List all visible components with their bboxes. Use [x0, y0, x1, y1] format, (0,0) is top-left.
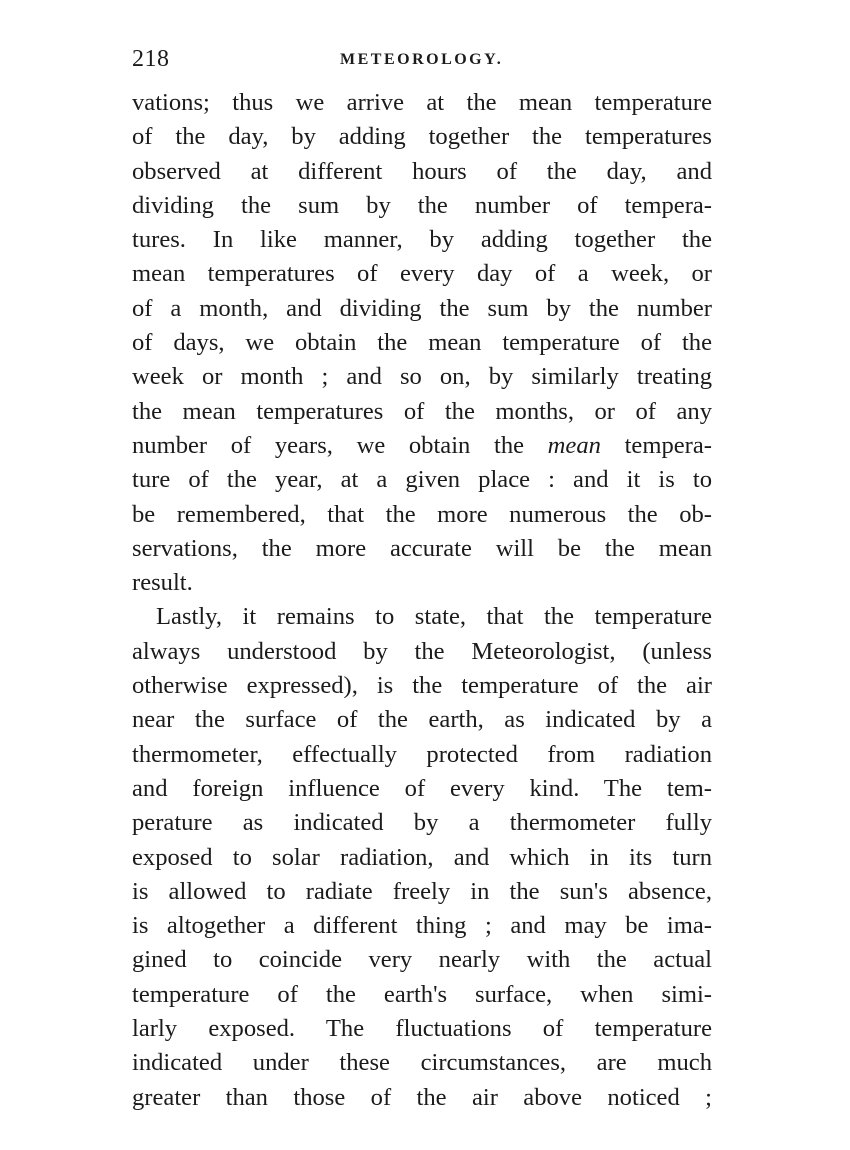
- text-line: [132, 703, 712, 737]
- text-line: [132, 429, 712, 463]
- text-segment: be remembered, that the more numerous the ob-: [132, 500, 712, 528]
- text-segment: mean temperatures of every day of a week, or: [132, 260, 712, 288]
- text-line: [132, 498, 712, 532]
- text-segment: perature as indicated by a thermometer fully: [132, 809, 712, 837]
- text-segment: result.: [132, 569, 193, 597]
- text-segment: greater than those of the air above noticed ;: [132, 1083, 712, 1111]
- text-segment: of days, we obtain the mean temperature of the: [132, 329, 712, 357]
- text-line: [132, 1012, 712, 1046]
- text-segment: is altogether a different thing ; and may be ima-: [132, 912, 712, 940]
- text-segment: the mean temperatures of the months, or of any: [132, 397, 712, 425]
- body-text: [132, 86, 712, 1115]
- text-line: [132, 155, 712, 189]
- text-segment: indicated under these circumstances, are much: [132, 1049, 712, 1077]
- text-line: [132, 189, 712, 223]
- text-segment: exposed to solar radiation, and which in its turn: [132, 843, 712, 871]
- text-segment: of the day, by adding together the temperatures: [132, 123, 712, 151]
- text-line: [132, 772, 712, 806]
- text-line: [132, 875, 712, 909]
- text-line: [132, 566, 712, 600]
- text-line: [132, 669, 712, 703]
- text-line: [132, 738, 712, 772]
- text-line: [132, 120, 712, 154]
- text-line: [132, 326, 712, 360]
- text-line: [132, 806, 712, 840]
- text-line: [132, 978, 712, 1012]
- text-segment: week or month ; and so on, by similarly treating: [132, 363, 712, 391]
- text-segment: vations; thus we arrive at the mean temperature: [132, 89, 712, 116]
- text-segment: thermometer, effectually protected from radiation: [132, 740, 712, 768]
- page-header: [132, 44, 712, 80]
- text-segment: observed at different hours of the day, and: [132, 157, 712, 185]
- text-line: [132, 223, 712, 257]
- text-segment: tures. In like manner, by adding together the: [132, 226, 712, 254]
- text-segment: servations, the more accurate will be the mean: [132, 534, 712, 562]
- text-segment: Lastly, it remains to state, that the temperature: [156, 603, 712, 631]
- text-segment: otherwise expressed), is the temperature of the air: [132, 672, 712, 700]
- text-segment: ture of the year, at a given place : and it is to: [132, 466, 712, 494]
- text-line: [132, 635, 712, 669]
- text-segment: and foreign influence of every kind. The tem-: [132, 774, 712, 802]
- running-head: METEOROLOGY.: [340, 51, 504, 68]
- text-line: [132, 257, 712, 291]
- text-segment: near the surface of the earth, as indicated by a: [132, 706, 712, 734]
- text-line: [132, 600, 712, 634]
- text-segment: always understood by the Meteorologist, (unless: [132, 637, 712, 665]
- text-line: [132, 463, 712, 497]
- text-segment: gined to coincide very nearly with the actual: [132, 946, 712, 974]
- text-segment: of a month, and dividing the sum by the number: [132, 294, 712, 322]
- text-line: [132, 1046, 712, 1080]
- italic-word: mean: [547, 431, 601, 459]
- text-segment: larly exposed. The fluctuations of temperature: [132, 1015, 712, 1043]
- text-segment: number of years, we obtain the: [132, 431, 548, 459]
- page-number: 218: [132, 46, 170, 72]
- text-line: [132, 360, 712, 394]
- text-line: [132, 943, 712, 977]
- text-line: [132, 1081, 712, 1115]
- text-line: [132, 292, 712, 326]
- text-line: [132, 86, 712, 120]
- text-segment: temperature of the earth's surface, when simi-: [132, 980, 712, 1008]
- text-line: [132, 909, 712, 943]
- text-line: [132, 395, 712, 429]
- text-segment: tempera-: [600, 431, 712, 459]
- text-line: [132, 841, 712, 875]
- text-segment: is allowed to radiate freely in the sun's absence,: [132, 877, 712, 905]
- text-segment: dividing the sum by the number of tempera-: [132, 191, 712, 219]
- text-line: [132, 532, 712, 566]
